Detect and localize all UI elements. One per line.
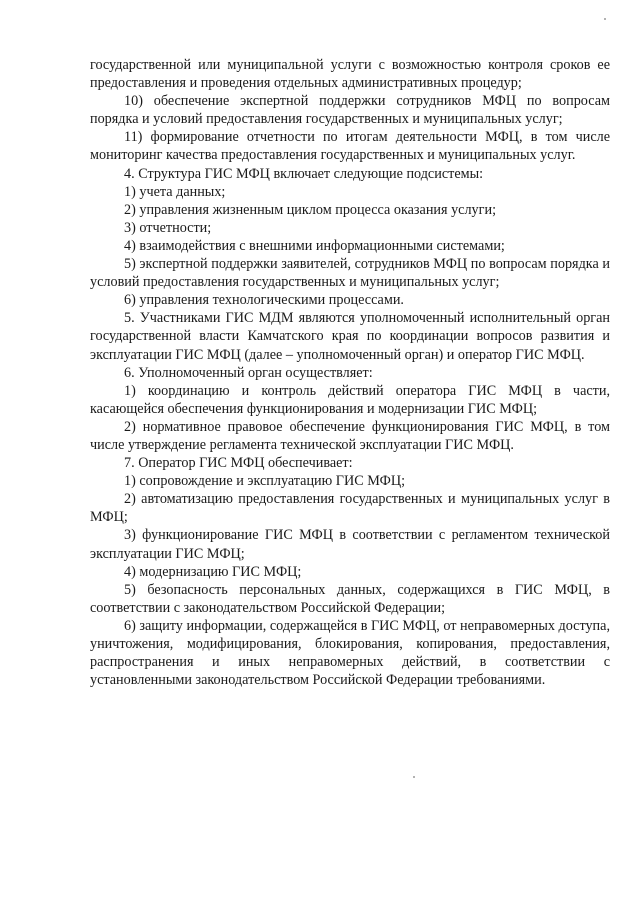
document-body — [90, 56, 610, 689]
scan-speck — [413, 776, 415, 778]
section-4-heading: 4. Структура ГИС МФЦ включает следующие подсистемы: — [124, 165, 484, 182]
scan-speck — [604, 18, 606, 20]
authority-item-2: 2) нормативное правовое обеспечение функционирования ГИС МФЦ, в том числе утверждение регламента технической эксплуатации ГИС МФЦ. — [90, 418, 610, 453]
subsystem-item-6: 6) управления технологическими процессами. — [124, 292, 404, 309]
operator-item-6: 6) защиту информации, содержащейся в ГИС МФЦ, от неправомерных доступа, уничтожения, модифицирования, блокирования, копирования, предоставления, распространения и иных неправомерных действий, в соответствии с установленными законодательством Российской Федерации требованиями. — [90, 617, 610, 689]
operator-item-4: 4) модернизацию ГИС МФЦ; — [124, 563, 302, 580]
operator-item-5: 5) безопасность персональных данных, содержащихся в ГИС МФЦ, в соответствии с законодательством Российской Федерации; — [90, 581, 610, 616]
paragraph-continuation: государственной или муниципальной услуги с возможностью контроля сроков ее предоставления и проведения отдельных административных процедур; — [90, 57, 610, 92]
subsystem-item-2: 2) управления жизненным циклом процесса оказания услуги; — [124, 201, 497, 218]
subsystem-item-5: 5) экспертной поддержки заявителей, сотрудников МФЦ по вопросам порядка и условий предоставления государственных и муниципальных услуг; — [90, 256, 610, 291]
section-7-heading: 7. Оператор ГИС МФЦ обеспечивает: — [124, 455, 353, 472]
list-item-10: 10) обеспечение экспертной поддержки сотрудников МФЦ по вопросам порядка и условий предоставления государственных и муниципальных услуг; — [90, 93, 610, 128]
operator-item-2: 2) автоматизацию предоставления государственных и муниципальных услуг в МФЦ; — [90, 491, 610, 526]
section-5-paragraph: 5. Участниками ГИС МДМ являются уполномоченный исполнительный орган государственной власти Камчатского края по координации вопросов развития и эксплуатации ГИС МФЦ (далее – уполномоченный орган) и оператор ГИС МФЦ. — [90, 310, 610, 363]
section-6-heading: 6. Уполномоченный орган осуществляет: — [124, 364, 373, 381]
operator-item-1: 1) сопровождение и эксплуатацию ГИС МФЦ; — [124, 473, 406, 490]
operator-item-3: 3) функционирование ГИС МФЦ в соответствии с регламентом технической эксплуатации ГИС МФЦ; — [90, 527, 610, 562]
subsystem-item-1: 1) учета данных; — [124, 183, 226, 200]
subsystem-item-3: 3) отчетности; — [124, 219, 212, 236]
subsystem-item-4: 4) взаимодействия с внешними информационными системами; — [124, 237, 505, 254]
authority-item-1: 1) координацию и контроль действий оператора ГИС МФЦ в части, касающейся обеспечения функционирования и модернизации ГИС МФЦ; — [90, 382, 610, 417]
list-item-11: 11) формирование отчетности по итогам деятельности МФЦ, в том числе мониторинг качества предоставления государственных и муниципальных услуг. — [90, 129, 610, 164]
